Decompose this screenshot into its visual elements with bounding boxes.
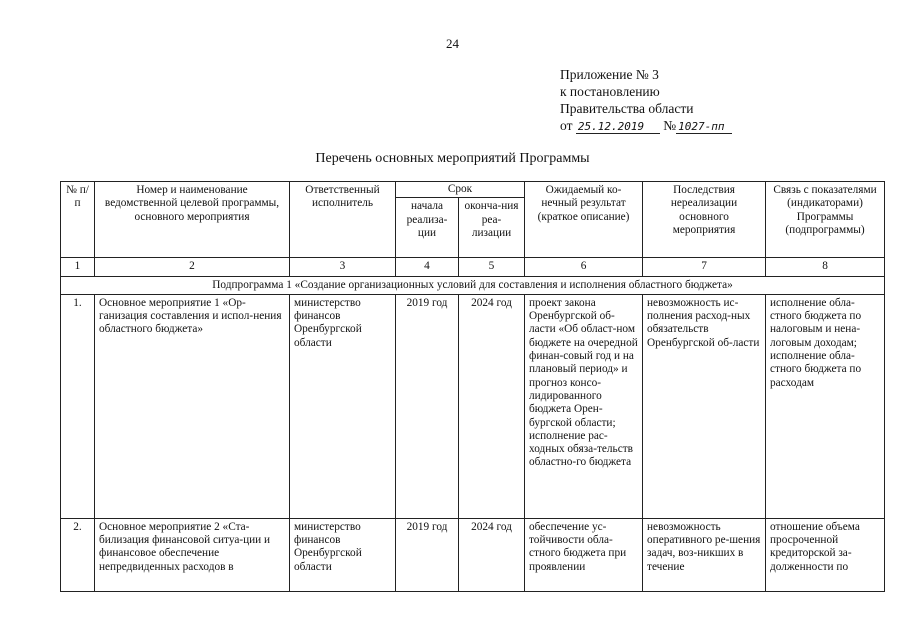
header-link: Связь с показателями (индикаторами) Программы (подпрограммы)	[766, 182, 885, 258]
row-end: 2024 год	[459, 294, 525, 518]
row-consequences: невозможность ис-полнения расход-ных обязательств Оренбургской об-ласти	[643, 294, 766, 518]
col-number: 2	[95, 258, 290, 276]
subprogram-title: Подпрограмма 1 «Создание организационных условий для составления и исполнения областного бюджета»	[61, 276, 885, 294]
subprogram-row	[61, 276, 885, 294]
row-consequences: невозможность оперативного ре-шения задач, воз-никших в течение	[643, 518, 766, 591]
header-name: Номер и наименование ведомственной целевой программы, основного мероприятия	[95, 182, 290, 258]
row-end: 2024 год	[459, 518, 525, 591]
header-result: Ожидаемый ко-нечный результат (краткое описание)	[525, 182, 643, 258]
appendix-block	[560, 66, 732, 134]
row-responsible: министерство финансов Оренбургской области	[290, 294, 396, 518]
header-responsible: Ответственный исполнитель	[290, 182, 396, 258]
row-result: обеспечение ус-тойчивости обла-стного бюджета при проявлении	[525, 518, 643, 591]
handwritten-date: 25.12.2019	[576, 120, 660, 134]
header-row-1	[61, 182, 885, 198]
measures-table	[60, 181, 885, 592]
document-title: Перечень основных мероприятий Программы	[315, 151, 590, 166]
appendix-number-sign: №	[663, 118, 677, 133]
col-number: 7	[643, 258, 766, 276]
col-number: 3	[290, 258, 396, 276]
handwritten-number: 1027-пп	[676, 120, 732, 134]
row-name: Основное мероприятие 2 «Ста-билизация финансовой ситуа-ции и финансовое обеспечение непредвиденных расходов в	[95, 518, 290, 591]
col-number: 8	[766, 258, 885, 276]
header-num: № п/п	[61, 182, 95, 258]
row-start: 2019 год	[396, 294, 459, 518]
row-num: 1.	[61, 294, 95, 518]
column-number-row	[61, 258, 885, 276]
col-number: 4	[396, 258, 459, 276]
row-link: отношение объема просроченной кредиторской за-долженности по	[766, 518, 885, 591]
appendix-line-1: Приложение № 3	[560, 67, 659, 82]
header-term-start: начала реализа-ции	[396, 198, 459, 258]
appendix-line-3: Правительства области	[560, 101, 694, 116]
row-link: исполнение обла-стного бюджета по налоговым и нена-логовым доходам; исполнение обла-стного бюджета по расходам	[766, 294, 885, 518]
header-term: Срок	[396, 182, 525, 198]
row-name: Основное мероприятие 1 «Ор-ганизация составления и испол-нения областного бюджета»	[95, 294, 290, 518]
page-number: 24	[446, 36, 459, 51]
row-responsible: министерство финансов Оренбургской области	[290, 518, 396, 591]
appendix-date-line	[560, 117, 732, 134]
header-term-end: оконча-ния реа-лизации	[459, 198, 525, 258]
table-row	[61, 518, 885, 591]
header-consequences: Последствия нереализации основного мероприятия	[643, 182, 766, 258]
row-result: проект закона Оренбургской об-ласти «Об област-ном бюджете на очередной финан-совый год и на плановый период» и прогноз консо-лидированного бюджета Орен-бургской области; исполнение рас-ходных обяза-тельств областно-го бюджета	[525, 294, 643, 518]
col-number: 1	[61, 258, 95, 276]
table-row	[61, 294, 885, 518]
appendix-line-2: к постановлению	[560, 84, 660, 99]
row-start: 2019 год	[396, 518, 459, 591]
col-number: 5	[459, 258, 525, 276]
row-num: 2.	[61, 518, 95, 591]
appendix-date-prefix: от	[560, 118, 573, 133]
col-number: 6	[525, 258, 643, 276]
